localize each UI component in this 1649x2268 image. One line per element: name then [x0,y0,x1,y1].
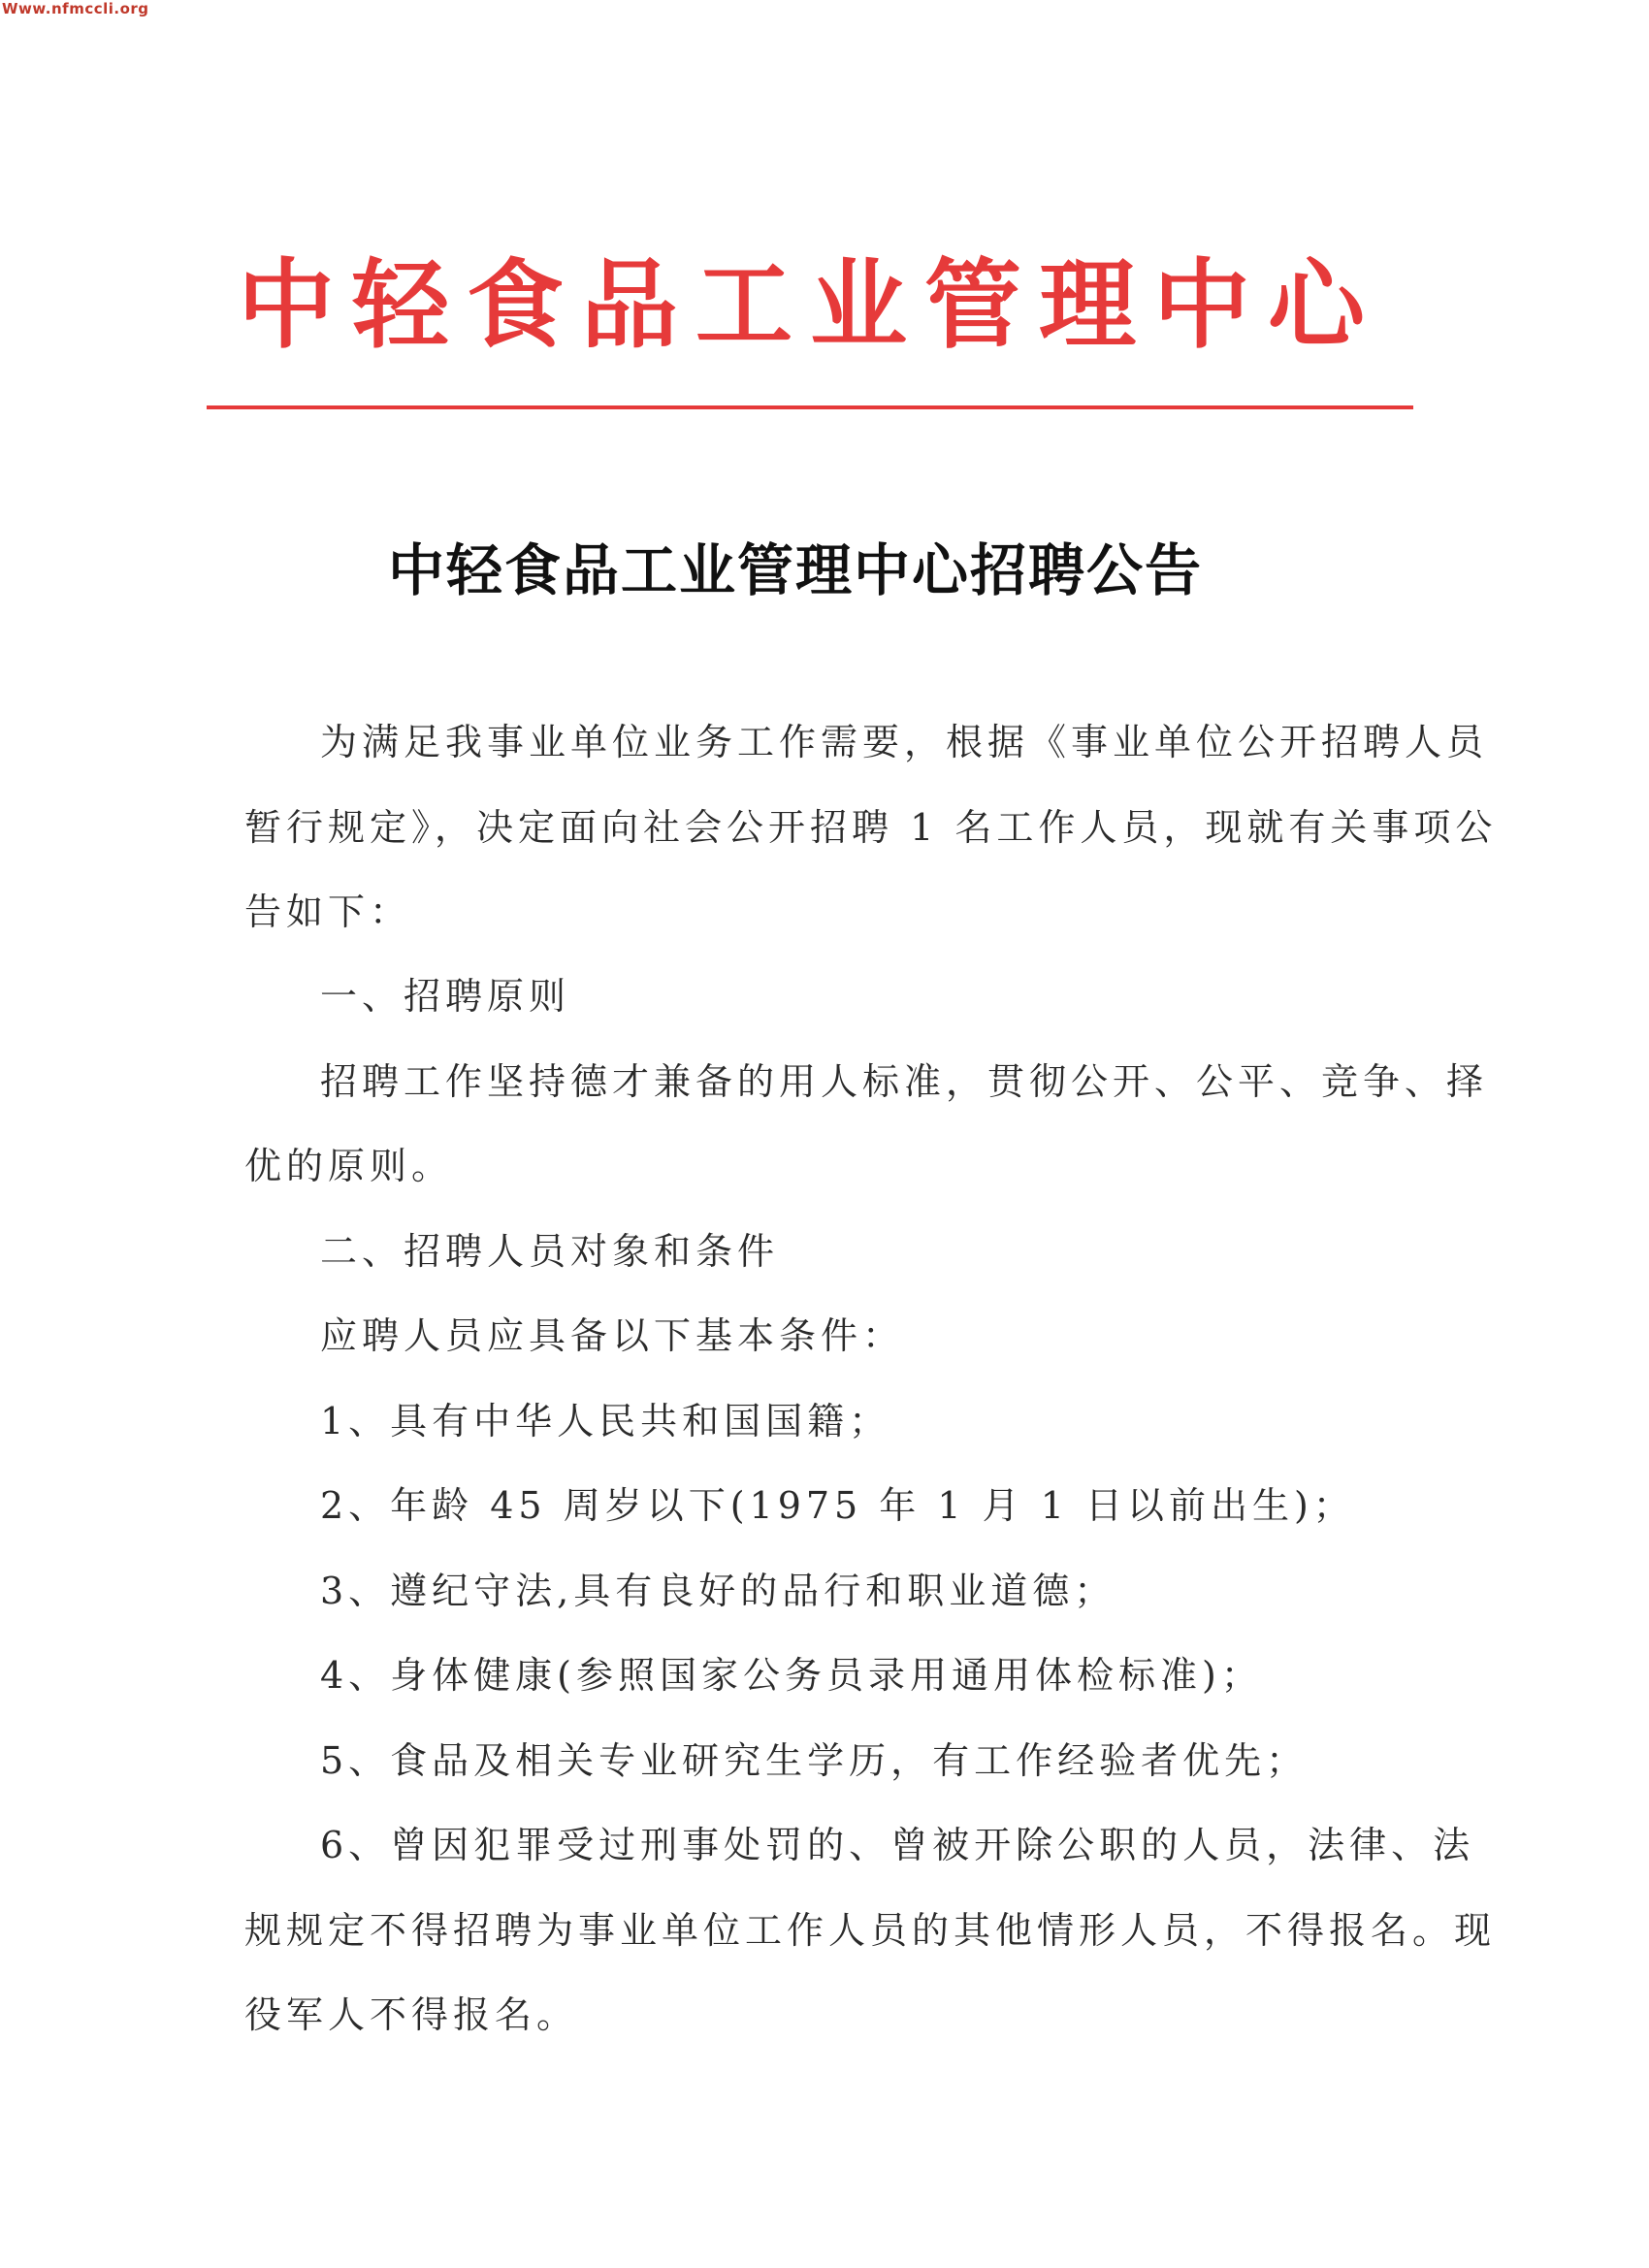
list-item-1: 1、具有中华人民共和国国籍； [320,1400,891,1442]
list-item-6: 6、曾因犯罪受过刑事处罚的、曾被开除公职的人员，法律、法 [320,1824,1475,1866]
body-line-2: 暂行规定》，决定面向社会公开招聘 1 名工作人员，现就有关事项公 [244,806,1498,849]
body-line-15: 规规定不得招聘为事业单位工作人员的其他情形人员，不得报名。现 [244,1909,1497,1952]
body-line-16: 役军人不得报名。 [244,1993,579,2036]
list-item-5: 5、食品及相关专业研究生学历，有工作经验者优先； [320,1739,1309,1782]
list-item-4: 4、身体健康(参照国家公务员录用通用体检标准)； [320,1654,1263,1697]
section-heading-2: 二、招聘人员对象和条件 [320,1230,780,1273]
watermark-url: Www.nfmccli.org [2,0,149,17]
body-line-3: 告如下： [244,891,412,933]
letterhead-title: 中轻食品工业管理中心 [238,248,1382,362]
body-line-5: 招聘工作坚持德才兼备的用人标准，贯彻公开、公平、竞争、择 [320,1060,1489,1103]
document-title: 中轻食品工业管理中心招聘公告 [387,537,1203,603]
letterhead-divider [207,405,1413,409]
list-item-3: 3、遵纪守法,具有良好的品行和职业道德； [320,1570,1116,1612]
body-line-6: 优的原则。 [244,1145,454,1187]
list-item-2: 2、年龄 45 周岁以下(1975 年 1 月 1 日以前出生)； [320,1484,1355,1527]
section-heading-1: 一、招聘原则 [320,975,571,1018]
body-line-1: 为满足我事业单位业务工作需要，根据《事业单位公开招聘人员 [320,721,1489,763]
body-line-8: 应聘人员应具备以下基本条件： [320,1314,905,1357]
